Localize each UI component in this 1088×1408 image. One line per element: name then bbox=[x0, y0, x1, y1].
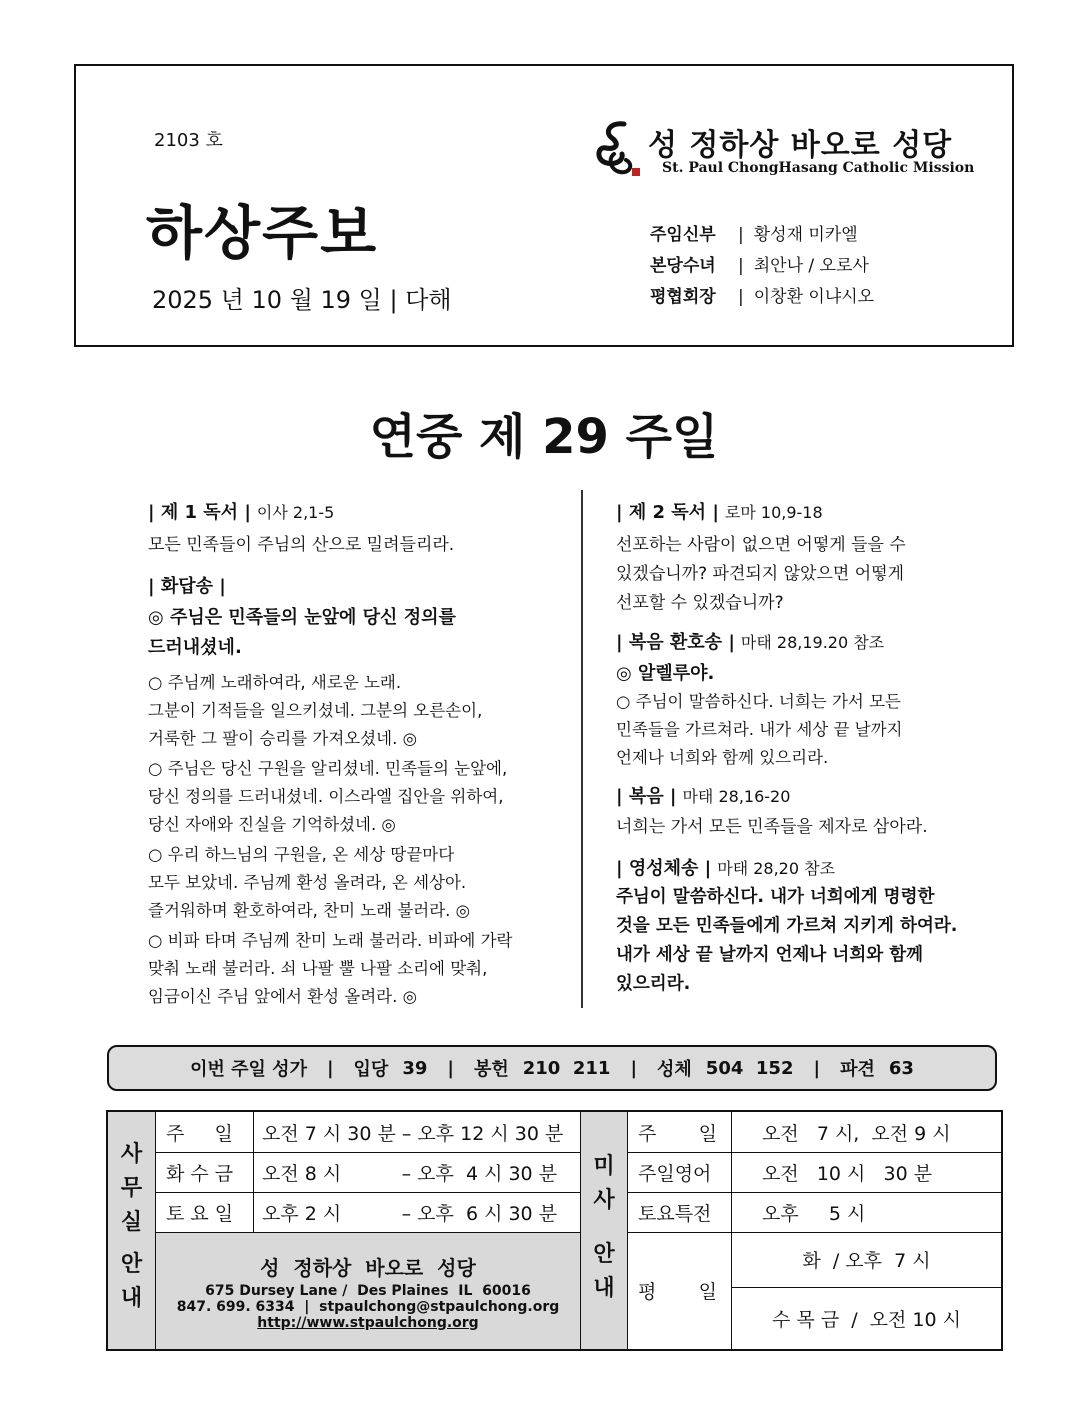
hymn-communion-label: 성체 bbox=[657, 1059, 692, 1080]
date-line: 2025 년 10 월 19 일 | 다해 bbox=[152, 286, 452, 314]
hymn-bar: 이번 주일 성가 | 입당 39 | 봉헌 210 211 | 성체 504 152 | 파견 63 bbox=[107, 1045, 997, 1091]
church-logo-icon bbox=[594, 118, 642, 180]
website-link[interactable]: http://www.stpaulchong.org bbox=[257, 1314, 479, 1331]
reading1-heading bbox=[148, 498, 568, 527]
gospel-heading bbox=[616, 782, 1026, 811]
right-column bbox=[616, 498, 1026, 999]
church-name-korean: 성 정하상 바오로 성당 bbox=[648, 128, 953, 163]
hymn-entrance-number: 39 bbox=[402, 1057, 428, 1079]
hymn-offertory-number: 210 211 bbox=[522, 1057, 611, 1079]
issue-number: 2103 호 bbox=[154, 130, 223, 151]
psalm-verse bbox=[148, 755, 568, 839]
gospel-title: | 복음 | bbox=[616, 786, 677, 807]
reading2-title: | 제 2 독서 | bbox=[616, 502, 719, 523]
alleluia-title: | 복음 환호송 | bbox=[616, 632, 735, 653]
mass-weekday-label: 평 일 bbox=[638, 1281, 717, 1303]
label-char: 내 bbox=[593, 1276, 615, 1301]
contact-church-name: 성 정하상 바오로 성당 bbox=[260, 1255, 476, 1280]
communion-title: | 영성체송 | bbox=[616, 858, 712, 879]
label-char: 사 bbox=[593, 1188, 615, 1213]
mass-day: 주일영어 bbox=[638, 1162, 712, 1185]
text-line: 것을 모든 민족들에게 가르쳐 지키게 하여라. bbox=[616, 916, 958, 936]
mass-time: 오전 10 시 30 분 bbox=[762, 1162, 933, 1185]
sunday-title: 연중 제 29 주일 bbox=[369, 409, 719, 465]
communion-ref: 마태 28,20 참조 bbox=[717, 859, 836, 878]
office-day: 토 요 일 bbox=[166, 1202, 234, 1225]
psalm-response-line: ◎ 주님은 민족들의 눈앞에 당신 정의를 bbox=[148, 607, 456, 628]
text-line: 주님이 말씀하신다. 내가 너희에게 명령한 bbox=[616, 887, 935, 907]
office-hours: 오전 7 시 30 분 – 오후 12 시 30 분 bbox=[262, 1122, 564, 1145]
text-line: 내가 세상 끝 날까지 언제나 너희와 함께 bbox=[616, 945, 924, 965]
verse-line: 임금이신 주님 앞에서 환성 올려라. ◎ bbox=[148, 987, 418, 1006]
staff-role: 본당수녀 bbox=[650, 256, 716, 276]
mass-weekday-time: 화 / 오후 7 시 bbox=[802, 1250, 931, 1272]
verse-line: 거룩한 그 팔이 승리를 가져오셨네. ◎ bbox=[148, 729, 418, 748]
staff-name: 황성재 미카엘 bbox=[753, 225, 858, 245]
church-name-english: St. Paul ChongHasang Catholic Mission bbox=[662, 160, 975, 176]
staff-name: 이창환 이냐시오 bbox=[753, 287, 875, 307]
alleluia-heading bbox=[616, 628, 1026, 657]
verse-line: 당신 정의를 드러내셨네. 이스라엘 집안을 위하여, bbox=[148, 787, 504, 806]
label-char: 안 bbox=[120, 1252, 143, 1277]
verse-line: 모두 보았네. 주님께 환성 올려라, 온 세상아. bbox=[148, 873, 467, 892]
psalm-verse bbox=[148, 669, 568, 753]
staff-row: 평협회장 | 이창환 이냐시오 bbox=[650, 282, 874, 307]
staff-row: 본당수녀 | 최안나 / 오로사 bbox=[650, 251, 869, 276]
contact-block bbox=[156, 1233, 580, 1349]
gospel-text: 너희는 가서 모든 민족들을 제자로 삼아라. bbox=[616, 817, 928, 837]
verse-line: ○ 주님이 말씀하신다. 너희는 가서 모든 bbox=[616, 692, 901, 711]
verse-line: ○ 비파 타며 주님께 찬미 노래 불러라. 비파에 가락 bbox=[148, 931, 513, 950]
mass-label bbox=[581, 1150, 627, 1306]
communion-text bbox=[616, 883, 1026, 999]
verse-line: 그분이 기적들을 일으키셨네. 그분의 오른손이, bbox=[148, 701, 483, 720]
verse-line: 맞춰 노래 불러라. 쇠 나팔 뿔 나팔 소리에 맞춰, bbox=[148, 959, 488, 978]
mass-time: 오후 5 시 bbox=[762, 1202, 866, 1225]
hymn-entrance-label: 입당 bbox=[353, 1059, 389, 1080]
hymn-offertory-label: 봉헌 bbox=[473, 1059, 509, 1080]
label-char: 무 bbox=[120, 1176, 143, 1201]
alleluia-verse bbox=[616, 688, 1026, 772]
mass-weekday-time: 수 목 금 / 오전 10 시 bbox=[771, 1308, 962, 1331]
hymn-recessional-label: 파견 bbox=[840, 1059, 875, 1080]
label-char: 미 bbox=[593, 1154, 615, 1179]
psalm-response bbox=[148, 603, 568, 663]
reading2-heading bbox=[616, 498, 1026, 527]
verse-line: 당신 자애와 진실을 기억하셨네. ◎ bbox=[148, 815, 396, 834]
contact-address: 675 Dursey Lane / Des Plaines IL 60016 bbox=[205, 1282, 531, 1299]
mass-time: 오전 7 시, 오전 9 시 bbox=[762, 1122, 951, 1145]
bulletin-title: 하상주보 bbox=[146, 199, 379, 267]
mass-day: 주 일 bbox=[638, 1122, 717, 1145]
psalm-verse bbox=[148, 841, 568, 925]
psalm-title: | 화답송 | bbox=[148, 576, 226, 597]
reading2-text bbox=[616, 531, 1026, 618]
label-char: 실 bbox=[120, 1210, 143, 1235]
communion-heading bbox=[616, 854, 1026, 883]
verse-line: 즐거워하며 환호하여라, 찬미 노래 불러라. ◎ bbox=[148, 901, 471, 920]
text-line: 있겠습니까? 파견되지 않았으면 어떻게 bbox=[616, 564, 904, 584]
reading2-ref: 로마 10,9-18 bbox=[724, 503, 823, 522]
psalm-response-line: 드러내셨네. bbox=[148, 637, 242, 658]
verse-line: ○ 주님께 노래하여라, 새로운 노래. bbox=[148, 673, 402, 692]
reading1-ref: 이사 2,1-5 bbox=[256, 503, 335, 522]
column-divider bbox=[581, 490, 583, 1008]
staff-name: 최안나 / 오로사 bbox=[753, 256, 869, 276]
verse-line: 언제나 너희와 함께 있으리라. bbox=[616, 748, 829, 767]
hymn-recessional-number: 63 bbox=[888, 1057, 914, 1079]
contact-phone-email: 847. 699. 6334 | stpaulchong@stpaulchong.org bbox=[176, 1298, 560, 1315]
verse-line: ○ 주님은 당신 구원을 알리셨네. 민족들의 눈앞에, bbox=[148, 759, 508, 778]
office-label bbox=[108, 1138, 155, 1316]
info-table bbox=[106, 1110, 1003, 1351]
label-char: 사 bbox=[120, 1142, 143, 1167]
reading1-title: | 제 1 독서 | bbox=[148, 502, 251, 523]
hymn-communion-number: 504 152 bbox=[705, 1057, 794, 1079]
text-line: 있으리라. bbox=[616, 974, 691, 994]
hymn-label: 이번 주일 성가 bbox=[190, 1059, 307, 1080]
label-char: 내 bbox=[120, 1286, 143, 1311]
office-day: 주 일 bbox=[166, 1122, 233, 1145]
office-hours: 오전 8 시 – 오후 4 시 30 분 bbox=[262, 1162, 558, 1185]
verse-line: 민족들을 가르쳐라. 내가 세상 끝 날까지 bbox=[616, 720, 903, 739]
text-line: 선포할 수 있겠습니까? bbox=[616, 593, 784, 613]
staff-role: 평협회장 bbox=[650, 287, 716, 307]
reading1-text: 모든 민족들이 주님의 산으로 밀려들리라. bbox=[148, 535, 455, 555]
gospel-ref: 마태 28,16-20 bbox=[682, 787, 791, 806]
alleluia-ref: 마태 28,19.20 참조 bbox=[740, 633, 885, 652]
alleluia-response: ◎ 알렐루야. bbox=[616, 663, 715, 684]
staff-row: 주임신부 | 황성재 미카엘 bbox=[650, 220, 858, 245]
label-char: 안 bbox=[593, 1242, 615, 1267]
office-hours: 오후 2 시 – 오후 6 시 30 분 bbox=[262, 1202, 558, 1225]
office-day: 화 수 금 bbox=[166, 1162, 234, 1185]
verse-line: ○ 우리 하느님의 구원을, 온 세상 땅끝마다 bbox=[148, 845, 455, 864]
text-line: 선포하는 사람이 없으면 어떻게 들을 수 bbox=[616, 535, 906, 555]
mass-day: 토요특전 bbox=[638, 1202, 712, 1225]
left-column bbox=[148, 498, 568, 1011]
psalm-verse bbox=[148, 927, 568, 1011]
staff-role: 주임신부 bbox=[650, 225, 716, 245]
